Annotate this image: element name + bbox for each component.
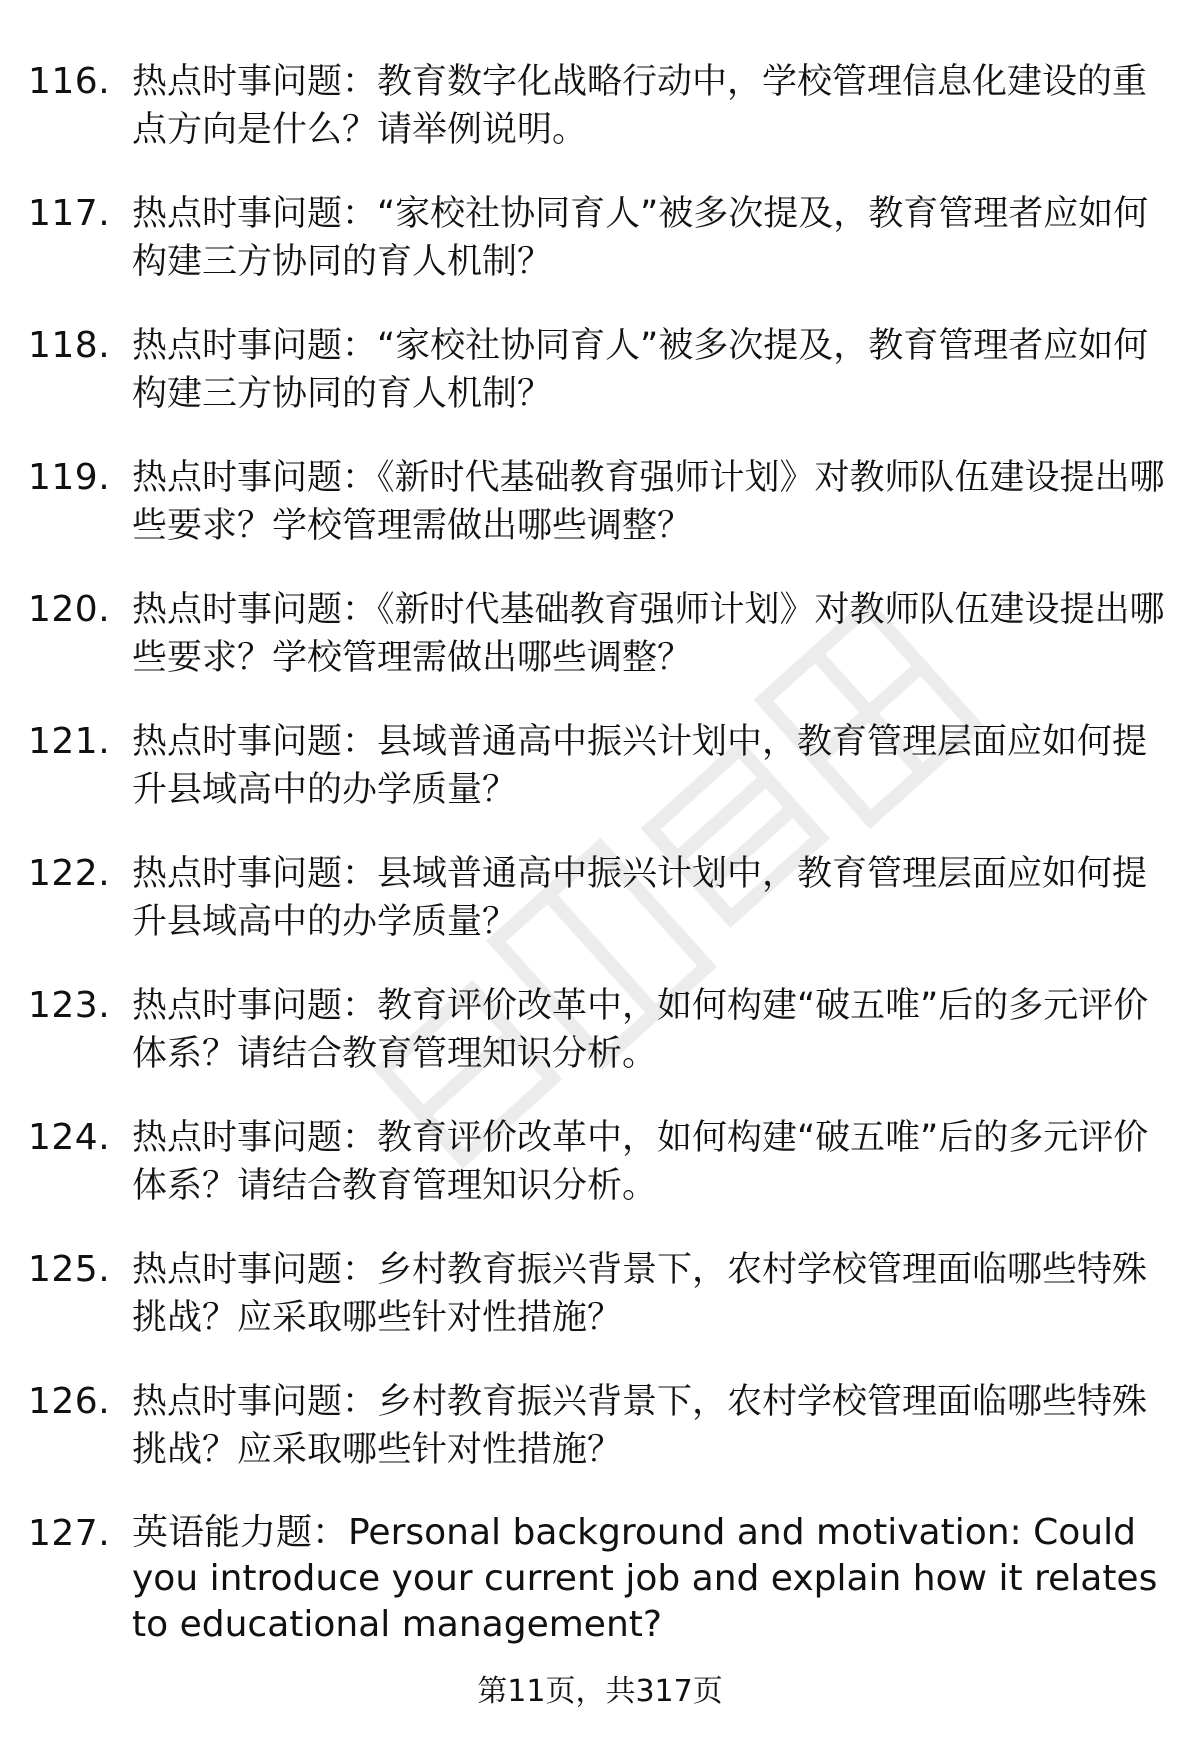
question-number: 116. (28, 61, 111, 102)
question-number: 126. (28, 1381, 111, 1422)
question-number: 127. (28, 1513, 111, 1554)
question-text: 热点时事问题：教育评价改革中，如何构建“破五唯”后的多元评价体系？请结合教育管理知识分析。 (132, 1118, 1149, 1206)
question-text: 热点时事问题：“家校社协同育人”被多次提及，教育管理者应如何构建三方协同的育人机制？ (132, 194, 1149, 282)
question-number: 120. (28, 589, 111, 630)
question-text: 英语能力题：Personal background and motivation: Could you introduce your current job and explain how it relates to educational management? (132, 1512, 1158, 1645)
question-item-118 (28, 322, 1178, 454)
question-text: 热点时事问题：《新时代基础教育强师计划》对教师队伍建设提出哪些要求？学校管理需做出哪些调整？ (132, 590, 1165, 678)
question-text: 热点时事问题：教育评价改革中，如何构建“破五唯”后的多元评价体系？请结合教育管理知识分析。 (132, 986, 1149, 1074)
question-item-124 (28, 1114, 1178, 1246)
question-item-117 (28, 190, 1178, 322)
question-item-122 (28, 850, 1178, 982)
question-text: 热点时事问题：乡村教育振兴背景下，农村学校管理面临哪些特殊挑战？应采取哪些针对性措施？ (132, 1382, 1148, 1470)
question-item-123 (28, 982, 1178, 1114)
question-item-126 (28, 1378, 1178, 1510)
question-number: 124. (28, 1117, 111, 1158)
question-text: 热点时事问题：乡村教育振兴背景下，农村学校管理面临哪些特殊挑战？应采取哪些针对性措施？ (132, 1250, 1148, 1338)
question-number: 121. (28, 721, 111, 762)
question-number: 118. (28, 325, 111, 366)
question-number: 122. (28, 853, 111, 894)
question-number: 117. (28, 193, 111, 234)
question-item-121 (28, 718, 1178, 850)
question-text: 热点时事问题：县域普通高中振兴计划中，教育管理层面应如何提升县域高中的办学质量？ (132, 722, 1148, 810)
question-text: 热点时事问题：教育数字化战略行动中，学校管理信息化建设的重点方向是什么？请举例说明。 (132, 62, 1148, 150)
question-number: 119. (28, 457, 111, 498)
question-number: 123. (28, 985, 111, 1026)
question-list (28, 58, 1178, 1660)
question-item-120 (28, 586, 1178, 718)
question-number: 125. (28, 1249, 111, 1290)
question-text: 热点时事问题：“家校社协同育人”被多次提及，教育管理者应如何构建三方协同的育人机制？ (132, 326, 1149, 414)
question-item-127 (28, 1510, 1178, 1660)
page-number-footer: 第11页，共317页 (477, 1674, 723, 1709)
question-item-116 (28, 58, 1178, 190)
question-text: 热点时事问题：《新时代基础教育强师计划》对教师队伍建设提出哪些要求？学校管理需做出哪些调整？ (132, 458, 1165, 546)
question-item-119 (28, 454, 1178, 586)
question-text: 热点时事问题：县域普通高中振兴计划中，教育管理层面应如何提升县域高中的办学质量？ (132, 854, 1148, 942)
question-item-125 (28, 1246, 1178, 1378)
